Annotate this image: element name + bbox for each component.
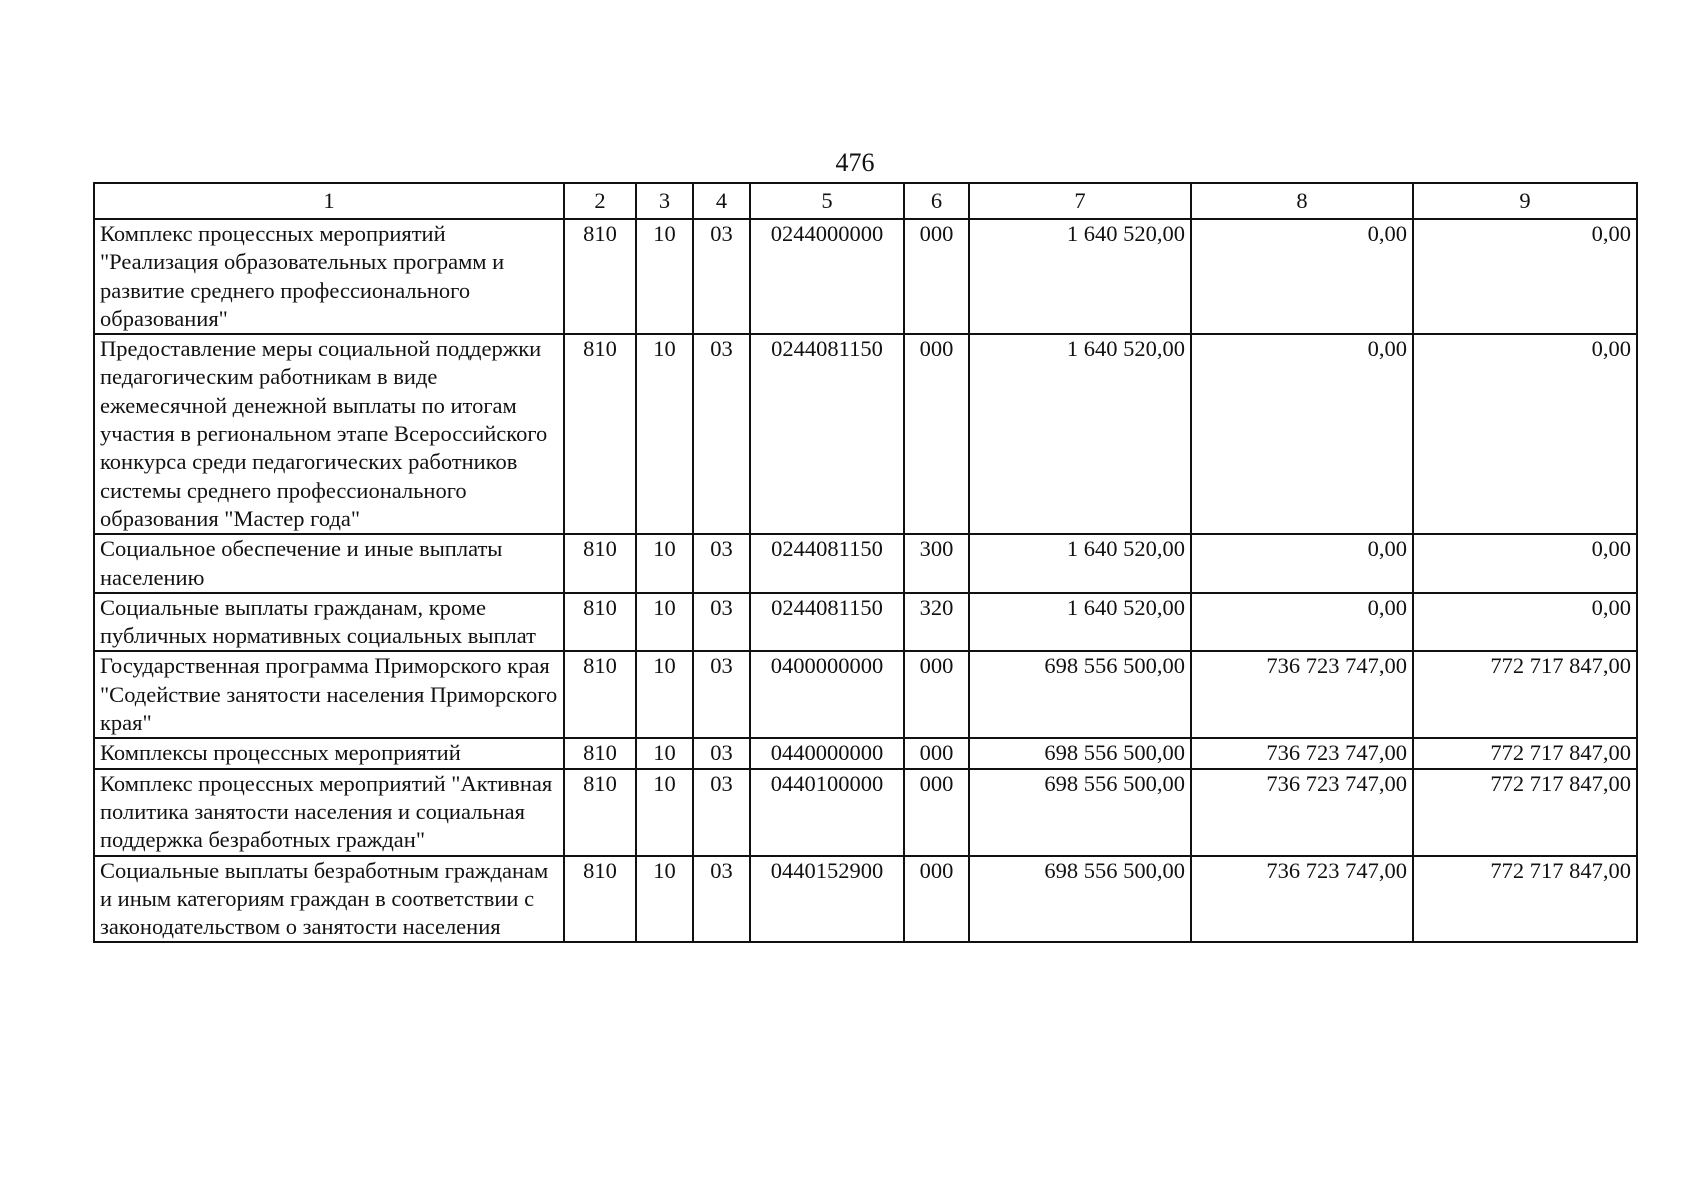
row-subsection-code: 03 [693, 769, 750, 856]
row-section-code: 10 [636, 219, 693, 334]
row-amount-col9: 772 717 847,00 [1413, 738, 1637, 768]
row-expense-type-code: 300 [904, 534, 969, 593]
row-subsection-code: 03 [693, 334, 750, 534]
row-amount-col7: 698 556 500,00 [969, 769, 1191, 856]
row-subsection-code: 03 [693, 856, 750, 943]
column-header: 4 [693, 183, 750, 219]
row-section-code: 10 [636, 651, 693, 738]
table-row [94, 334, 1637, 534]
row-name: Комплекс процессных мероприятий "Реализация образовательных программ и развитие среднего профессионального образования" [94, 219, 564, 334]
row-subsection-code: 03 [693, 593, 750, 652]
row-amount-col7: 698 556 500,00 [969, 651, 1191, 738]
row-target-code: 0440152900 [750, 856, 904, 943]
column-header: 3 [636, 183, 693, 219]
row-amount-col8: 736 723 747,00 [1191, 856, 1413, 943]
row-ministry-code: 810 [564, 593, 636, 652]
row-amount-col8: 736 723 747,00 [1191, 769, 1413, 856]
row-section-code: 10 [636, 593, 693, 652]
row-target-code: 0244081150 [750, 334, 904, 534]
row-ministry-code: 810 [564, 219, 636, 334]
row-amount-col7: 1 640 520,00 [969, 593, 1191, 652]
row-section-code: 10 [636, 738, 693, 768]
column-header: 2 [564, 183, 636, 219]
row-target-code: 0244000000 [750, 219, 904, 334]
row-amount-col7: 1 640 520,00 [969, 219, 1191, 334]
table-header-row [94, 183, 1637, 219]
row-target-code: 0400000000 [750, 651, 904, 738]
row-amount-col9: 772 717 847,00 [1413, 651, 1637, 738]
table-row [94, 856, 1637, 943]
column-header: 1 [94, 183, 564, 219]
row-amount-col9: 0,00 [1413, 334, 1637, 534]
row-amount-col9: 0,00 [1413, 534, 1637, 593]
column-header: 8 [1191, 183, 1413, 219]
table-row [94, 219, 1637, 334]
row-amount-col7: 698 556 500,00 [969, 856, 1191, 943]
row-expense-type-code: 000 [904, 769, 969, 856]
row-name: Социальные выплаты гражданам, кроме публичных нормативных социальных выплат [94, 593, 564, 652]
row-amount-col7: 698 556 500,00 [969, 738, 1191, 768]
table-row [94, 651, 1637, 738]
row-amount-col7: 1 640 520,00 [969, 334, 1191, 534]
row-name: Социальное обеспечение и иные выплаты населению [94, 534, 564, 593]
row-expense-type-code: 000 [904, 738, 969, 768]
row-name: Предоставление меры социальной поддержки педагогическим работникам в виде ежемесячной денежной выплаты по итогам участия в региональном этапе Всероссийского конкурса среди педагогических работников системы среднего профессионального образования "Мастер года" [94, 334, 564, 534]
row-amount-col8: 0,00 [1191, 534, 1413, 593]
row-amount-col9: 772 717 847,00 [1413, 769, 1637, 856]
row-subsection-code: 03 [693, 219, 750, 334]
table-row [94, 593, 1637, 652]
row-subsection-code: 03 [693, 534, 750, 593]
row-target-code: 0244081150 [750, 593, 904, 652]
row-subsection-code: 03 [693, 738, 750, 768]
row-expense-type-code: 320 [904, 593, 969, 652]
column-header: 9 [1413, 183, 1637, 219]
row-expense-type-code: 000 [904, 334, 969, 534]
row-section-code: 10 [636, 334, 693, 534]
row-amount-col8: 736 723 747,00 [1191, 738, 1413, 768]
row-amount-col8: 0,00 [1191, 219, 1413, 334]
row-name: Социальные выплаты безработным гражданам и иным категориям граждан в соответствии с законодательством о занятости населения [94, 856, 564, 943]
row-target-code: 0244081150 [750, 534, 904, 593]
row-subsection-code: 03 [693, 651, 750, 738]
row-name: Государственная программа Приморского края "Содействие занятости населения Приморского края" [94, 651, 564, 738]
row-ministry-code: 810 [564, 334, 636, 534]
table-row [94, 769, 1637, 856]
table-row [94, 534, 1637, 593]
row-expense-type-code: 000 [904, 856, 969, 943]
row-name: Комплекс процессных мероприятий "Активная политика занятости населения и социальная поддержка безработных граждан" [94, 769, 564, 856]
column-header: 6 [904, 183, 969, 219]
row-ministry-code: 810 [564, 738, 636, 768]
column-header: 5 [750, 183, 904, 219]
row-amount-col9: 772 717 847,00 [1413, 856, 1637, 943]
row-amount-col8: 0,00 [1191, 334, 1413, 534]
row-section-code: 10 [636, 856, 693, 943]
row-amount-col7: 1 640 520,00 [969, 534, 1191, 593]
row-name: Комплексы процессных мероприятий [94, 738, 564, 768]
row-section-code: 10 [636, 769, 693, 856]
row-target-code: 0440000000 [750, 738, 904, 768]
row-target-code: 0440100000 [750, 769, 904, 856]
row-section-code: 10 [636, 534, 693, 593]
row-ministry-code: 810 [564, 856, 636, 943]
row-amount-col9: 0,00 [1413, 219, 1637, 334]
row-ministry-code: 810 [564, 534, 636, 593]
budget-table [93, 182, 1638, 943]
row-ministry-code: 810 [564, 651, 636, 738]
row-ministry-code: 810 [564, 769, 636, 856]
page-number: 476 [835, 148, 875, 177]
row-amount-col8: 736 723 747,00 [1191, 651, 1413, 738]
column-header: 7 [969, 183, 1191, 219]
row-amount-col8: 0,00 [1191, 593, 1413, 652]
table-row [94, 738, 1637, 768]
row-amount-col9: 0,00 [1413, 593, 1637, 652]
row-expense-type-code: 000 [904, 651, 969, 738]
row-expense-type-code: 000 [904, 219, 969, 334]
